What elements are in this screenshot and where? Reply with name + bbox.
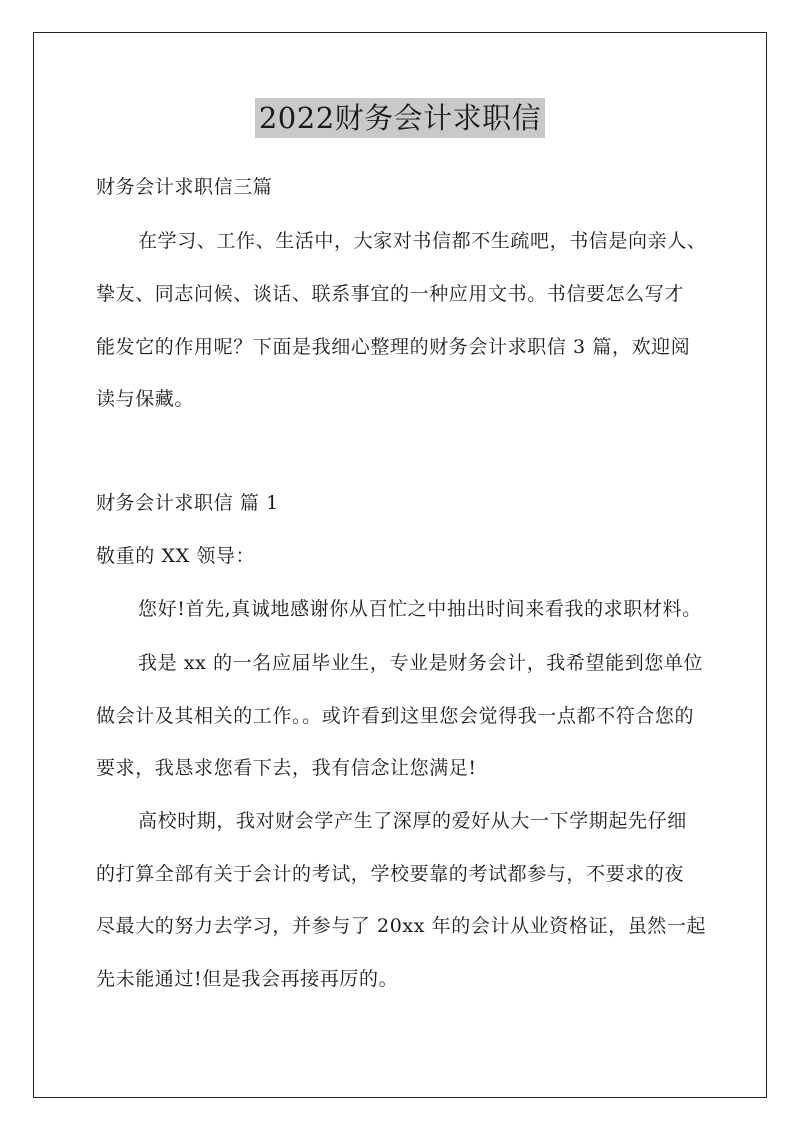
paragraph-line: 我是 xx 的一名应届毕业生，专业是财务会计，我希望能到您单位	[138, 652, 704, 674]
paragraph-line: 做会计及其相关的工作。。或许看到这里您会觉得我一点都不符合您的	[96, 705, 695, 727]
intro-line: 在学习、工作、生活中，大家对书信都不生疏吧，书信是向亲人、	[138, 230, 707, 252]
document-title: 2022财务会计求职信	[255, 98, 545, 138]
paragraph-line: 尽最大的努力去学习，并参与了 20xx 年的会计从业资格证，虽然一起	[96, 915, 707, 937]
section-heading: 财务会计求职信 篇 1	[96, 492, 279, 514]
intro-line: 能发它的作用呢？下面是我细心整理的财务会计求职信 3 篇，欢迎阅	[96, 336, 691, 358]
paragraph-line: 高校时期，我对财会学产生了深厚的爱好从大一下学期起先仔细	[138, 810, 687, 832]
subtitle: 财务会计求职信三篇	[96, 176, 273, 198]
paragraph-line: 的打算全部有关于会计的考试，学校要靠的考试都参与，不要求的夜	[96, 863, 685, 885]
paragraph-line: 您好!首先,真诚地感谢你从百忙之中抽出时间来看我的求职材料。	[138, 598, 702, 620]
salutation: 敬重的 XX 领导：	[96, 545, 256, 567]
intro-line: 挚友、同志问候、谈话、联系事宜的一种应用文书。书信要怎么写才	[96, 283, 685, 305]
title-container	[0, 98, 800, 138]
paragraph-line: 要求，我恳求您看下去，我有信念让您满足!	[96, 757, 477, 779]
paragraph-line: 先未能通过!但是我会再接再厉的。	[96, 968, 399, 990]
intro-line: 读与保藏。	[96, 388, 195, 410]
